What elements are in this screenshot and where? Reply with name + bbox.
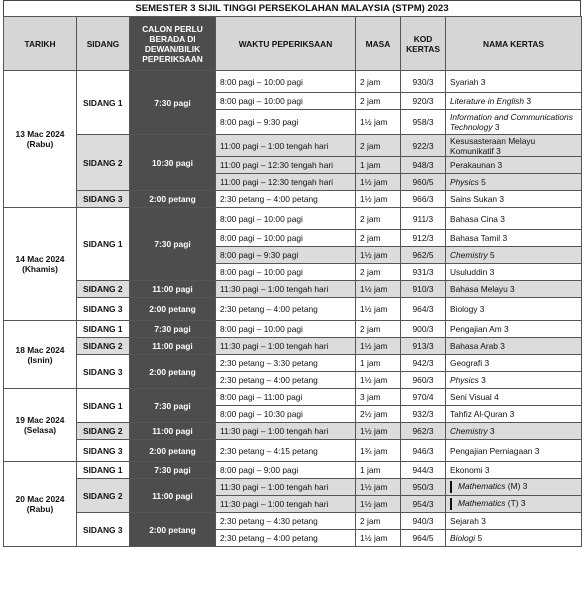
waktu-cell: 11:30 pagi – 1:00 tengah hari — [216, 281, 356, 298]
table-row — [4, 135, 582, 157]
calon-time-cell: 7:30 pagi — [130, 321, 216, 338]
exam-schedule — [3, 0, 581, 547]
masa-cell: 2 jam — [356, 71, 401, 93]
calon-time-cell: 11:00 pagi — [130, 338, 216, 355]
day-label: (Khamis) — [22, 264, 58, 274]
nama-suffix: 3 — [524, 96, 532, 106]
kod-cell: 944/3 — [401, 462, 446, 479]
kod-cell: 942/3 — [401, 355, 446, 372]
masa-cell: 2 jam — [356, 513, 401, 530]
waktu-cell: 11:00 pagi – 12:30 tengah hari — [216, 157, 356, 174]
nama-italic-text: Physics — [450, 177, 479, 187]
sidang-cell: SIDANG 1 — [77, 321, 130, 338]
calon-time-cell: 7:30 pagi — [130, 208, 216, 281]
nama-cell — [446, 174, 582, 191]
sidang-cell: SIDANG 3 — [77, 298, 130, 321]
date-cell — [4, 462, 77, 547]
date-cell — [4, 208, 77, 321]
nama-text: Biology 3 — [450, 304, 485, 314]
calon-time-cell: 2:00 petang — [130, 355, 216, 389]
calon-time-cell: 2:00 petang — [130, 440, 216, 462]
sidang-cell: SIDANG 2 — [77, 479, 130, 513]
table-row — [4, 440, 582, 462]
nama-italic-text: Information and Communications Technology — [450, 112, 573, 132]
calon-time-cell: 7:30 pagi — [130, 71, 216, 135]
table-row — [4, 191, 582, 208]
header-sidang: SIDANG — [77, 17, 130, 71]
kod-cell: 958/3 — [401, 110, 446, 135]
date-cell — [4, 71, 77, 208]
header-masa: MASA — [356, 17, 401, 71]
masa-cell: 1½ jam — [356, 281, 401, 298]
masa-cell: 1½ jam — [356, 479, 401, 496]
nama-suffix: 3 — [478, 76, 486, 87]
kod-cell: 964/5 — [401, 530, 446, 547]
masa-cell: 1½ jam — [356, 110, 401, 135]
calon-time-cell: 2:00 petang — [130, 513, 216, 547]
waktu-cell: 11:30 pagi – 1:00 tengah hari — [216, 479, 356, 496]
waktu-cell: 8:00 pagi – 10:00 pagi — [216, 208, 356, 230]
nama-cell — [446, 230, 582, 247]
masa-cell: 1½ jam — [356, 174, 401, 191]
nama-italic-text: Mathematics — [458, 498, 506, 509]
nama-suffix: 3 — [487, 426, 495, 436]
masa-cell: 1½ jam — [356, 247, 401, 264]
kod-cell: 954/3 — [401, 496, 446, 513]
kod-cell: 912/3 — [401, 230, 446, 247]
table-row — [4, 281, 582, 298]
nama-text: Geografi 3 — [450, 358, 490, 368]
calon-time-cell: 2:00 petang — [130, 191, 216, 208]
nama-cell — [446, 355, 582, 372]
table-row — [4, 355, 582, 372]
masa-cell: 1½ jam — [356, 496, 401, 513]
sidang-cell: SIDANG 3 — [77, 191, 130, 208]
header-kod: KOD KERTAS — [401, 17, 446, 71]
waktu-cell: 2:30 petang – 3:30 petang — [216, 355, 356, 372]
masa-cell: 1 jam — [356, 157, 401, 174]
page-title: SEMESTER 3 SIJIL TINGGI PERSEKOLAHAN MALAYSIA (STPM) 2023 — [3, 0, 581, 16]
masa-cell: 1½ jam — [356, 191, 401, 208]
bracket-line — [450, 498, 452, 510]
nama-suffix: (M) 3 — [505, 481, 528, 492]
nama-suffix: 3 — [478, 375, 486, 385]
calon-time-cell: 7:30 pagi — [130, 462, 216, 479]
date-label: 14 Mac 2024 — [15, 254, 65, 264]
calon-time-cell: 11:00 pagi — [130, 281, 216, 298]
sidang-cell: SIDANG 2 — [77, 135, 130, 191]
calon-time-cell: 11:00 pagi — [130, 479, 216, 513]
nama-text: Pengajian Am 3 — [450, 324, 509, 334]
masa-cell: 1½ jam — [356, 298, 401, 321]
nama-suffix: 5 — [475, 533, 483, 543]
header-waktu: WAKTU PEPERIKSAAN — [216, 17, 356, 71]
nama-cell — [446, 338, 582, 355]
nama-cell — [446, 496, 582, 513]
nama-cell — [446, 479, 582, 496]
nama-text: Bahasa Tamil 3 — [450, 233, 508, 243]
waktu-cell: 2:30 petang – 4:30 petang — [216, 513, 356, 530]
waktu-cell: 11:00 pagi – 1:00 tengah hari — [216, 135, 356, 157]
nama-cell — [446, 423, 582, 440]
nama-text: Seni Visual 4 — [450, 392, 499, 402]
table-row — [4, 298, 582, 321]
masa-cell: 2 jam — [356, 230, 401, 247]
nama-italic-text: Physics — [450, 375, 479, 385]
header-tarikh: TARIKH — [4, 17, 77, 71]
kod-cell: 900/3 — [401, 321, 446, 338]
nama-suffix: 5 — [487, 250, 495, 260]
nama-text: Bahasa Melayu 3 — [450, 284, 515, 294]
kod-cell: 962/5 — [401, 247, 446, 264]
table-row — [4, 338, 582, 355]
header-row — [4, 17, 582, 71]
waktu-cell: 2:30 petang – 4:00 petang — [216, 298, 356, 321]
nama-text: Ekonomi 3 — [450, 465, 490, 475]
kod-cell: 911/3 — [401, 208, 446, 230]
nama-text: Syariah — [450, 76, 479, 87]
nama-text: Usuluddin 3 — [450, 267, 495, 277]
masa-cell: 1½ jam — [356, 423, 401, 440]
sidang-cell: SIDANG 1 — [77, 208, 130, 281]
nama-text: Bahasa Cina 3 — [450, 213, 505, 224]
schedule-body — [4, 71, 582, 547]
waktu-cell: 11:30 pagi – 1:00 tengah hari — [216, 338, 356, 355]
kod-cell: 913/3 — [401, 338, 446, 355]
waktu-cell: 8:00 pagi – 11:00 pagi — [216, 389, 356, 406]
day-label: (Isnin) — [27, 354, 53, 365]
kod-cell: 950/3 — [401, 479, 446, 496]
kod-cell: 964/3 — [401, 298, 446, 321]
nama-cell — [446, 298, 582, 321]
sidang-cell: SIDANG 2 — [77, 338, 130, 355]
nama-suffix: (T) 3 — [505, 498, 526, 509]
calon-time-cell: 2:00 petang — [130, 298, 216, 321]
nama-cell — [446, 389, 582, 406]
waktu-cell: 8:00 pagi – 9:30 pagi — [216, 247, 356, 264]
nama-text: Perakaunan 3 — [450, 160, 503, 170]
waktu-cell: 11:30 pagi – 1:00 tengah hari — [216, 423, 356, 440]
table-row — [4, 71, 582, 93]
kod-cell: 910/3 — [401, 281, 446, 298]
nama-cell — [446, 247, 582, 264]
day-label: (Rabu) — [26, 139, 54, 149]
nama-text: Pengajian Perniagaan 3 — [450, 445, 540, 456]
nama-cell — [446, 157, 582, 174]
kod-cell: 930/3 — [401, 71, 446, 93]
masa-cell: 1 jam — [356, 355, 401, 372]
nama-cell — [446, 191, 582, 208]
schedule-table — [3, 16, 582, 547]
table-row — [4, 513, 582, 530]
nama-text: Bahasa Arab 3 — [450, 341, 505, 351]
masa-cell: 2 jam — [356, 321, 401, 338]
kod-cell: 966/3 — [401, 191, 446, 208]
nama-text: Sains Sukan 3 — [450, 194, 505, 204]
bracket-line — [450, 481, 452, 493]
kod-cell: 946/3 — [401, 440, 446, 462]
sidang-cell: SIDANG 1 — [77, 389, 130, 423]
waktu-cell: 8:00 pagi – 10:00 pagi — [216, 264, 356, 281]
sidang-cell: SIDANG 3 — [77, 355, 130, 389]
waktu-cell: 8:00 pagi – 10:00 pagi — [216, 230, 356, 247]
nama-suffix: 5 — [478, 177, 486, 187]
masa-cell: 1½ jam — [356, 372, 401, 389]
nama-cell — [446, 513, 582, 530]
table-row — [4, 423, 582, 440]
kod-cell: 960/5 — [401, 174, 446, 191]
nama-cell — [446, 530, 582, 547]
nama-text: Kesusasteraan Melayu Komunikatif 3 — [450, 135, 536, 156]
waktu-cell: 11:00 pagi – 12:30 tengah hari — [216, 174, 356, 191]
nama-cell — [446, 372, 582, 389]
nama-cell — [446, 208, 582, 230]
nama-cell — [446, 281, 582, 298]
sidang-cell: SIDANG 1 — [77, 71, 130, 135]
calon-time-cell: 11:00 pagi — [130, 423, 216, 440]
table-row — [4, 479, 582, 496]
masa-cell: 1½ jam — [356, 530, 401, 547]
sidang-cell: SIDANG 2 — [77, 423, 130, 440]
date-cell — [4, 321, 77, 389]
kod-cell: 962/3 — [401, 423, 446, 440]
masa-cell: 1¾ jam — [356, 440, 401, 462]
kod-cell: 960/3 — [401, 372, 446, 389]
nama-italic-text: Biologi — [450, 533, 476, 543]
nama-italic-text: Chemistry — [450, 426, 488, 436]
table-row — [4, 321, 582, 338]
waktu-cell: 8:00 pagi – 10:30 pagi — [216, 406, 356, 423]
kod-cell: 970/4 — [401, 389, 446, 406]
date-label: 19 Mac 2024 — [15, 415, 65, 425]
masa-cell: 1½ jam — [356, 338, 401, 355]
sidang-cell: SIDANG 3 — [77, 513, 130, 547]
waktu-cell: 8:00 pagi – 10:00 pagi — [216, 71, 356, 93]
waktu-cell: 2:30 petang – 4:15 petang — [216, 440, 356, 462]
nama-cell — [446, 135, 582, 157]
date-label: 13 Mac 2024 — [15, 129, 65, 139]
table-row — [4, 462, 582, 479]
sidang-cell: SIDANG 1 — [77, 462, 130, 479]
kod-cell: 940/3 — [401, 513, 446, 530]
nama-text: Tahfiz Al-Quran 3 — [450, 409, 515, 419]
nama-italic-text: Mathematics — [458, 481, 506, 492]
nama-cell — [446, 462, 582, 479]
calon-time-cell: 7:30 pagi — [130, 389, 216, 423]
day-label: (Selasa) — [23, 425, 57, 435]
nama-text: Sejarah 3 — [450, 516, 486, 526]
waktu-cell: 2:30 petang – 4:00 petang — [216, 191, 356, 208]
kod-cell: 932/3 — [401, 406, 446, 423]
waktu-cell: 8:00 pagi – 9:30 pagi — [216, 110, 356, 135]
masa-cell: 2 jam — [356, 208, 401, 230]
waktu-cell: 8:00 pagi – 10:00 pagi — [216, 93, 356, 110]
nama-cell — [446, 110, 582, 135]
masa-cell: 2 jam — [356, 93, 401, 110]
sidang-cell: SIDANG 3 — [77, 440, 130, 462]
masa-cell: 3 jam — [356, 389, 401, 406]
header-nama: NAMA KERTAS — [446, 17, 582, 71]
nama-suffix: 3 — [492, 122, 500, 132]
kod-cell: 931/3 — [401, 264, 446, 281]
day-label: (Rabu) — [26, 504, 54, 514]
nama-italic-text: Literature in English — [450, 96, 525, 106]
kod-cell: 948/3 — [401, 157, 446, 174]
nama-cell — [446, 406, 582, 423]
nama-italic-text: Chemistry — [450, 250, 488, 260]
masa-cell: 2½ jam — [356, 406, 401, 423]
masa-cell: 2 jam — [356, 264, 401, 281]
date-label: 20 Mac 2024 — [15, 494, 65, 504]
nama-cell — [446, 71, 582, 93]
kod-cell: 920/3 — [401, 93, 446, 110]
masa-cell: 2 jam — [356, 135, 401, 157]
masa-cell: 1 jam — [356, 462, 401, 479]
waktu-cell: 2:30 petang – 4:00 petang — [216, 530, 356, 547]
nama-cell — [446, 93, 582, 110]
nama-cell — [446, 321, 582, 338]
table-row — [4, 208, 582, 230]
waktu-cell: 11:30 pagi – 1:00 tengah hari — [216, 496, 356, 513]
nama-cell — [446, 264, 582, 281]
date-cell — [4, 389, 77, 462]
sidang-cell: SIDANG 2 — [77, 281, 130, 298]
waktu-cell: 8:00 pagi – 10:00 pagi — [216, 321, 356, 338]
header-calon: CALON PERLU BERADA DI DEWAN/BILIK PEPERIKSAAN — [130, 17, 216, 71]
nama-cell — [446, 440, 582, 462]
date-label: 18 Mac 2024 — [15, 344, 65, 355]
kod-cell: 922/3 — [401, 135, 446, 157]
waktu-cell: 8:00 pagi – 9:00 pagi — [216, 462, 356, 479]
waktu-cell: 2:30 petang – 4:00 petang — [216, 372, 356, 389]
table-row — [4, 389, 582, 406]
calon-time-cell: 10:30 pagi — [130, 135, 216, 191]
